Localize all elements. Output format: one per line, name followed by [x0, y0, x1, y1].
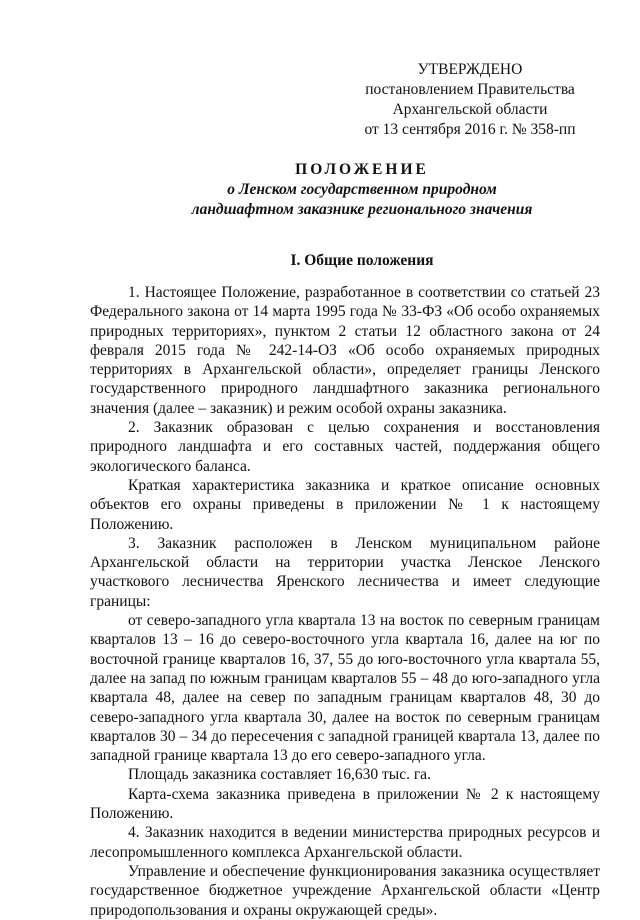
document-body	[90, 283, 600, 920]
approval-line-date-number: от 13 сентября 2016 г. № 358-пп	[364, 121, 576, 138]
approval-line-region: Архангельской области	[392, 101, 548, 118]
paragraph-8: 4. Заказник находится в ведении министерства природных ресурсов и лесопромышленного комплекса Архангельской области.	[90, 824, 600, 861]
paragraph-4: 3. Заказник расположен в Ленском муниципальном районе Архангельской области на территории участка Ленское Ленского участкового лесничества Яренского лесничества и имеет следующие границы:	[90, 534, 600, 610]
paragraph-6: Площадь заказника составляет 16,630 тыс. га.	[128, 766, 431, 784]
paragraph-7: Карта-схема заказника приведена в приложении № 2 к настоящему Положению.	[90, 785, 600, 823]
paragraph-9: Управление и обеспечение функционирования заказника осуществляет государственное бюджетное учреждение Архангельской области «Центр природопользования и охраны окружающей среды».	[90, 862, 600, 919]
approval-line-resolution: постановлением Правительства	[365, 81, 575, 98]
document-subtitle-line-2: ландшафтном заказнике регионального значения	[191, 201, 533, 218]
paragraph-2: 2. Заказник образован с целью сохранения и восстановления природного ландшафта и его составных частей, поддержания общего экологического баланса.	[90, 419, 600, 475]
paragraph-3: Краткая характеристика заказника и краткое описание основных объектов его охраны приведены в приложении № 1 к настоящему Положению.	[90, 476, 600, 533]
paragraph-1: 1. Настоящее Положение, разработанное в соответствии со статьей 23 Федерального закона от 14 марта 1995 года № 33-ФЗ «Об особо охраняемых природных территориях», пунктом 2 статьи 12 областного закона от 24 февраля 2015 года № 242-14-ОЗ «Об особо охраняемых природных территориях в Архангельской области», определяет границы Ленского государственного природного ландшафтного заказника регионального значения (далее – заказник) и режим особой охраны заказника.	[90, 284, 600, 417]
approval-line-approved: УТВЕРЖДЕНО	[417, 61, 523, 78]
approval-stamp	[350, 60, 590, 140]
paragraph-5: от северо-западного угла квартала 13 на восток по северным границам кварталов 13 – 16 до северо-восточного угла квартала 16, далее на юг по восточной границе кварталов 16, 37, 55 до юго-восточного угла квартала 55, далее на запад по южным границам кварталов 55 – 48 до юго-западного угла квартала 48, далее на север по западным границам кварталов 48, 30 до северо-западного угла квартала 30, далее на восток по северным границам кварталов 30 – 34 до пересечения с западной границей квартала 13, далее по западной границе квартала 13 до его северо-западного угла.	[90, 612, 600, 765]
section-heading: I. Общие положения	[290, 252, 434, 269]
document-subtitle-line-1: о Ленском государственном природном	[227, 181, 497, 198]
document-title: ПОЛОЖЕНИЕ	[295, 161, 429, 178]
document-title-block	[88, 160, 636, 220]
